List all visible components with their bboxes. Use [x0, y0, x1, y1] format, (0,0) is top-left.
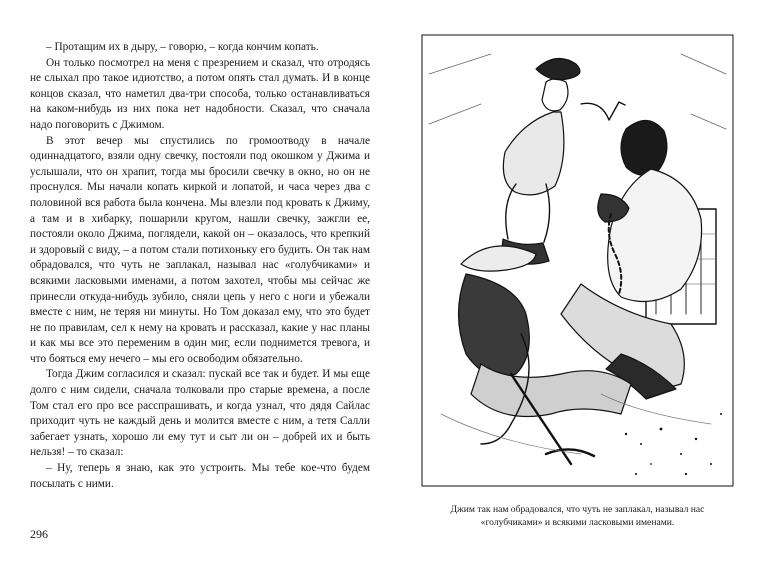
- paragraph: – Протащим их в дыру, – говорю, – когда кончим копать.: [46, 41, 319, 53]
- illustration: [421, 34, 734, 487]
- illustration-caption: Джим так нам обрадовался, что чуть не заплакал, называл нас «голубчиками» и всякими ласковыми именами.: [450, 504, 705, 528]
- paragraph: Он только посмотрел на меня с презрением и сказал, что отродясь не слыхал про такое идиотство, а потом опять стал думать. И в конце концов сказал, что наметил два-три способа, только останавливаться на каком-нибудь из них пока нет надобности. Сказал, что сначала надо поговорить с Джимом.: [30, 56, 370, 131]
- paragraph: Тогда Джим согласился и сказал: пускай все так и будет. И мы еще долго с ним сидели, сначала толковали про старые времена, а после Том стал его про все расспрашивать, и когда узнал, что дядя Сайлас приходит чуть не каждый день и молится вместе с ним, а тетя Салли забегает узнать, хорошо ли ему тут и сыт ли он – добрей их и быть нельзя! – то сказал:: [30, 368, 370, 459]
- page-number: 296: [30, 527, 48, 541]
- paragraph: – Ну, теперь я знаю, как это устроить. Мы тебе кое-что будем посылать с ними.: [30, 462, 370, 490]
- left-page-text: [30, 40, 370, 492]
- paragraph: В этот вечер мы спустились по громоотводу в начале одиннадцатого, взяли одну свечку, постояли под окошком у Джима и услышали, что он храпит, тогда мы бросили свечку в окно, но он не проснулся. Мы начали копать киркой и лопатой, и часа через два с половиной вся работа была кончена. Мы влезли под кровать к Джиму, а там и в хибарку, пошарили кругом, нашли свечку, зажгли ее, постояли около Джима, поглядели, какой он – оказалось, что крепкий и здоровый с виду, – а потом стали потихоньку его будить. Он так нам обрадовался, что чуть не заплакал, называл нас «голубчиками» и всякими ласковыми именами, а потом захотел, чтобы мы сейчас же принесли откуда-нибудь зубило, сняли цепь у него с ноги и убежали вместе с ним, не теряя ни минуты. Но Том доказал ему, что это будет не по правилам, сел к нему на кровать и рассказал, какие у нас планы и как мы все это переменим в один миг, если поднимется тревога, и что бояться ему нечего – мы его освободим обязательно.: [30, 134, 370, 365]
